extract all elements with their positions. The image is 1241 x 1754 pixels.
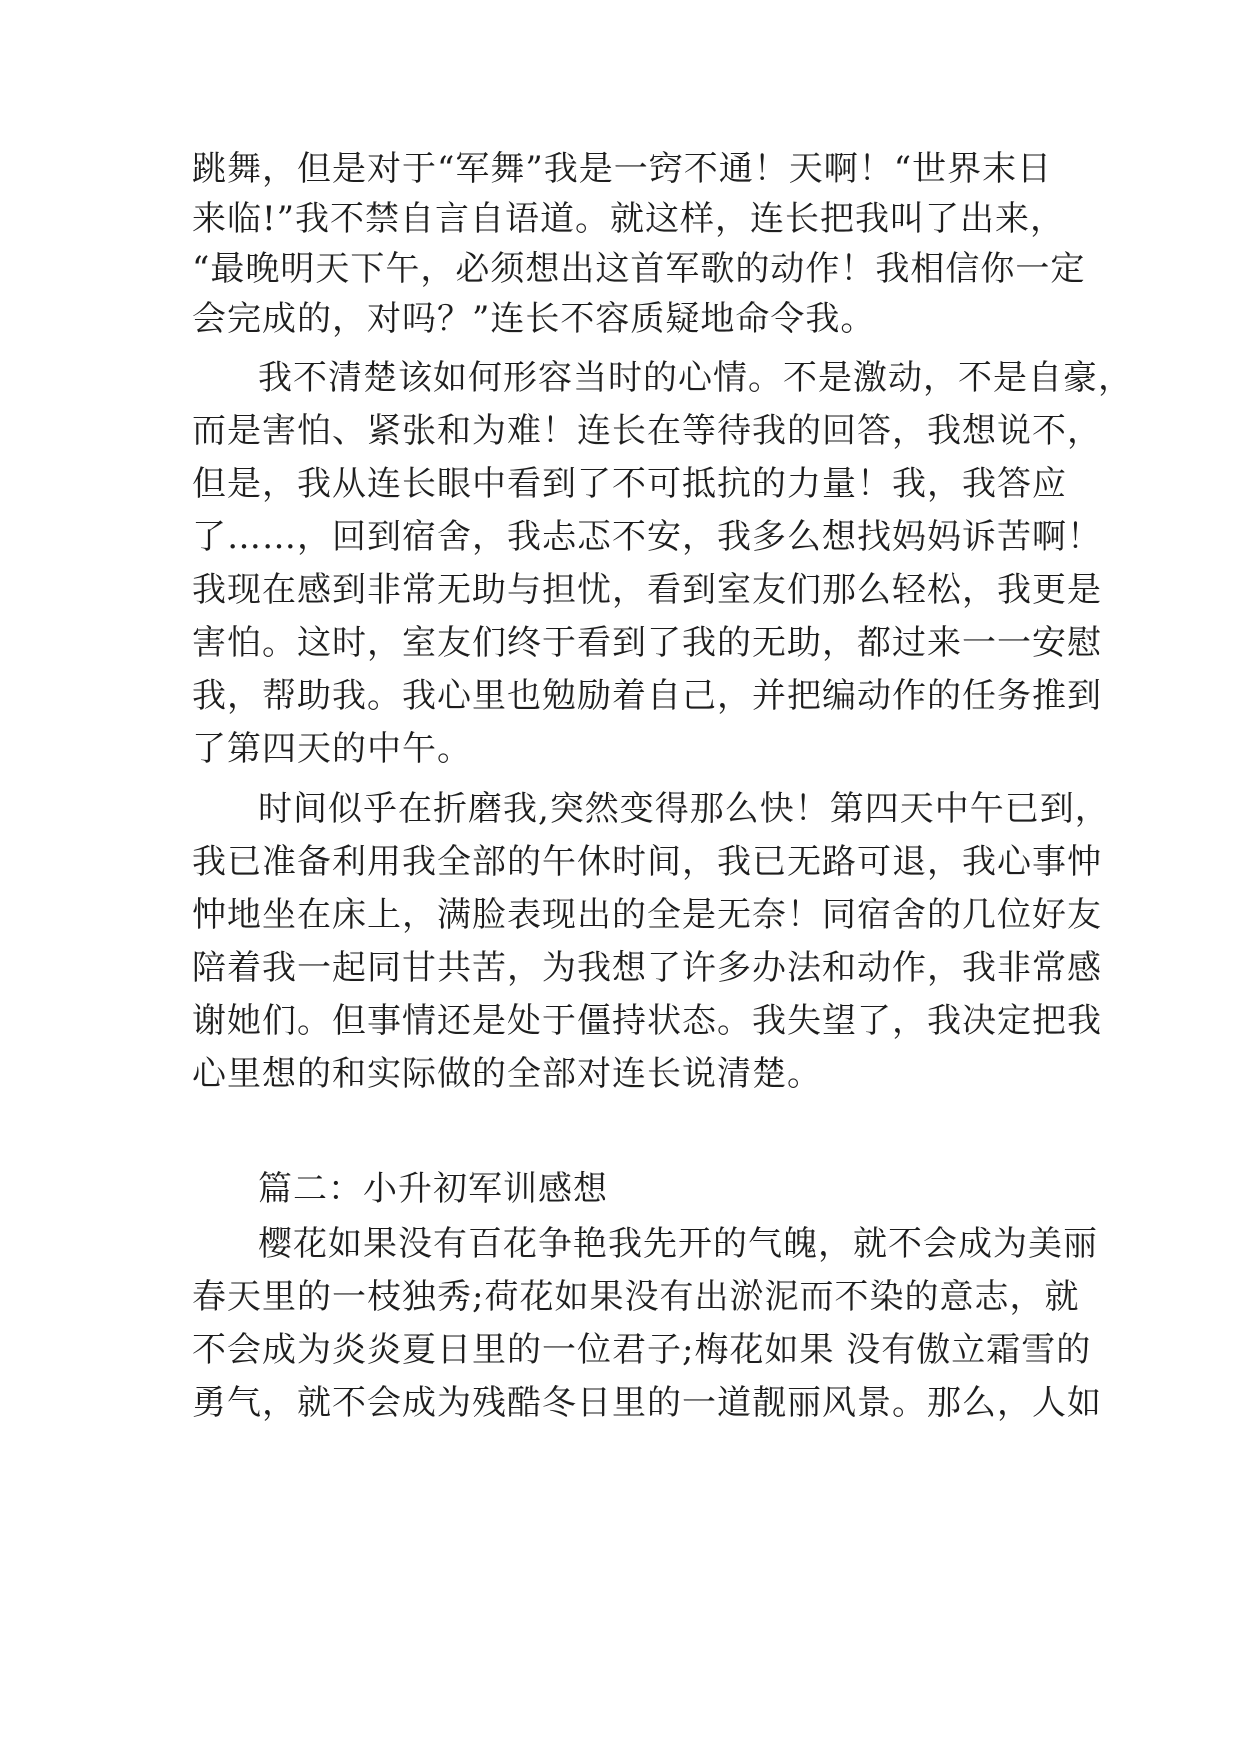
- paragraph-line: 了……，回到宿舍，我忐忑不安，我多么想找妈妈诉苦啊！: [192, 517, 1102, 557]
- paragraph-line: 心里想的和实际做的全部对连长说清楚。: [192, 1054, 822, 1094]
- paragraph-line: 不会成为炎炎夏日里的一位君子;梅花如果 没有傲立霜雪的: [192, 1330, 1092, 1370]
- paragraph-line: “最晚明天下午，必须想出这首军歌的动作！我相信你一定: [192, 249, 1086, 289]
- paragraph-line: 勇气，就不会成为残酷冬日里的一道靓丽风景。那么，人如: [192, 1383, 1102, 1423]
- paragraph-line: 会完成的，对吗？”连长不容质疑地命令我。: [192, 299, 876, 339]
- paragraph-line: 忡地坐在床上，满脸表现出的全是无奈！同宿舍的几位好友: [192, 895, 1102, 935]
- section-heading: 篇二：小升初军训感想: [258, 1169, 608, 1209]
- paragraph-line: 而是害怕、紧张和为难！连长在等待我的回答，我想说不，: [192, 411, 1102, 451]
- paragraph-line: 我已准备利用我全部的午休时间，我已无路可退，我心事忡: [192, 842, 1102, 882]
- paragraph-line: 时间似乎在折磨我,突然变得那么快！第四天中午已到，: [258, 789, 1110, 829]
- paragraph-line: 春天里的一枝独秀;荷花如果没有出淤泥而不染的意志，就: [192, 1277, 1080, 1317]
- paragraph-line: 但是，我从连长眼中看到了不可抵抗的力量！我，我答应: [192, 464, 1067, 504]
- paragraph-line: 跳舞，但是对于“军舞”我是一窍不通！天啊！“世界末日: [192, 149, 1053, 189]
- paragraph-line: 谢她们。但事情还是处于僵持状态。我失望了，我决定把我: [192, 1001, 1102, 1041]
- paragraph-line: 我现在感到非常无助与担忧，看到室友们那么轻松，我更是: [192, 570, 1102, 610]
- paragraph-line: 来临!”我不禁自言自语道。就这样，连长把我叫了出来，: [192, 199, 1066, 239]
- paragraph-line: 我不清楚该如何形容当时的心情。不是激动，不是自豪，: [258, 358, 1133, 398]
- paragraph-line: 害怕。这时，室友们终于看到了我的无助，都过来一一安慰: [192, 623, 1102, 663]
- paragraph-line: 陪着我一起同甘共苦，为我想了许多办法和动作，我非常感: [192, 948, 1102, 988]
- paragraph-line: 樱花如果没有百花争艳我先开的气魄，就不会成为美丽: [258, 1224, 1098, 1264]
- paragraph-line: 我，帮助我。我心里也勉励着自己，并把编动作的任务推到: [192, 676, 1102, 716]
- paragraph-line: 了第四天的中午。: [192, 729, 472, 769]
